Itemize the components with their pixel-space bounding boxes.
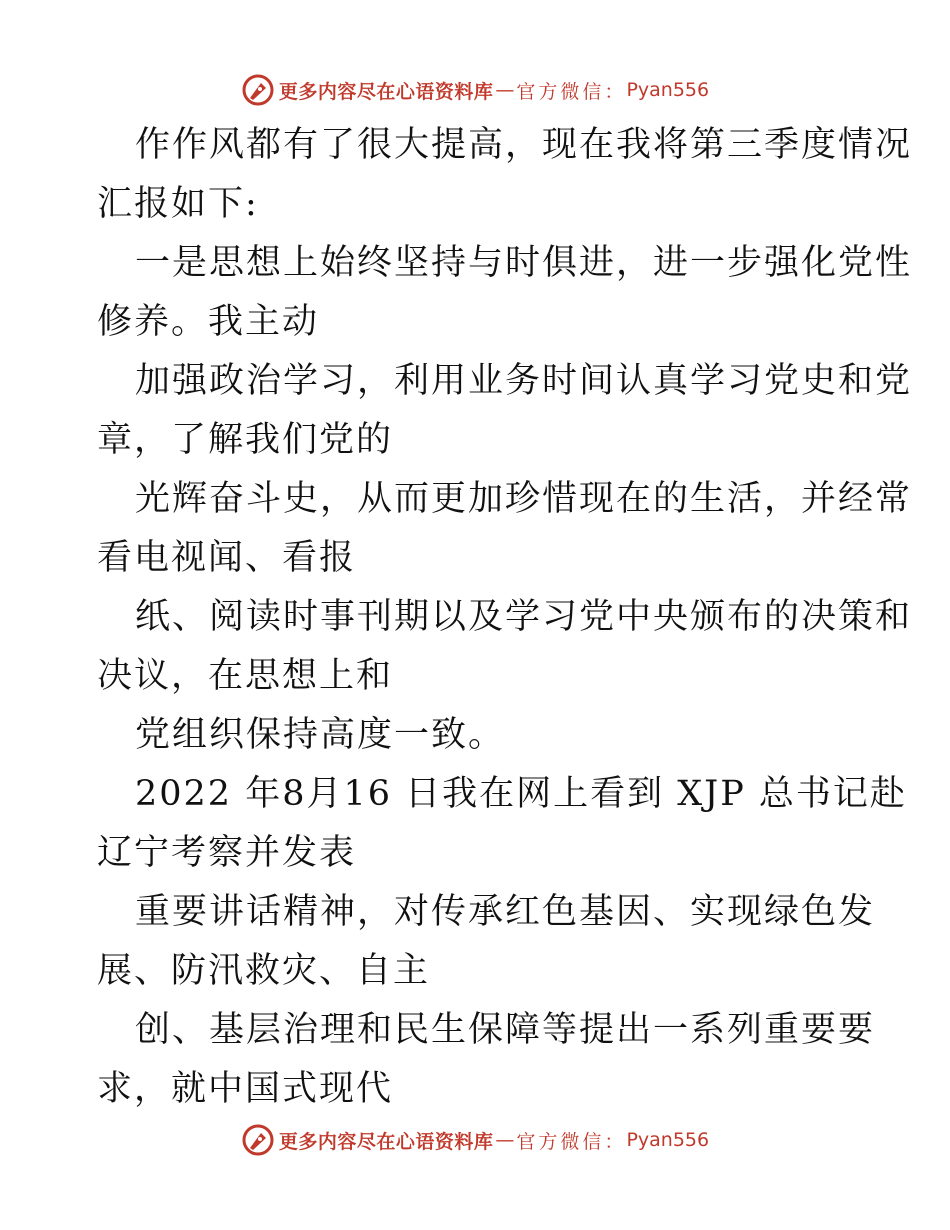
footer-separator: — — [495, 1129, 515, 1151]
body-line: 修养。我主动 — [97, 302, 320, 342]
footer-wechat-label: 官方微信： — [516, 1130, 627, 1153]
body-line: 决议，在思想上和 — [97, 656, 394, 696]
body-line: 光辉奋斗史，从而更加珍惜现在的生活，并经常 — [135, 479, 913, 519]
body-line: 辽宁考察并发表 — [97, 833, 357, 873]
body-line: 看电视闻、看报 — [97, 538, 357, 578]
footer-site-text: 更多内容尽在心语资料库 — [278, 1130, 494, 1153]
header-banner — [0, 70, 950, 110]
body-line: 加强政治学习，利用业务时间认真学习党史和党 — [135, 361, 913, 401]
footer-wechat-id: Pyan556 — [626, 1129, 710, 1151]
body-line: 创、基层治理和民生保障等提出一系列重要要 — [135, 1010, 876, 1050]
body-line: 一是思想上始终坚持与时俱进，进一步强化党性 — [135, 243, 913, 283]
header-wechat-id: Pyan556 — [626, 79, 710, 101]
body-line: 2022 年8月16 日我在网上看到 XJP 总书记赴 — [135, 774, 907, 814]
body-line: 求，就中国式现代 — [97, 1069, 394, 1109]
body-line: 作作风都有了很大提高，现在我将第三季度情况 — [135, 125, 913, 165]
body-line: 党组织保持高度一致。 — [135, 715, 506, 755]
document-body — [97, 116, 913, 1119]
body-line: 纸、阅读时事刊期以及学习党中央颁布的决策和 — [135, 597, 913, 637]
pen-nib-logo-icon — [241, 73, 275, 107]
header-site-text: 更多内容尽在心语资料库 — [278, 80, 494, 103]
footer-banner — [0, 1120, 950, 1160]
body-line: 章，了解我们党的 — [97, 420, 394, 460]
header-wechat-label: 官方微信： — [516, 80, 627, 103]
body-line: 重要讲话精神，对传承红色基因、实现绿色发 — [135, 892, 876, 932]
pen-nib-logo-icon — [241, 1123, 275, 1157]
body-line: 展、防汛救灾、自主 — [97, 951, 431, 991]
body-line: 汇报如下: — [97, 184, 259, 224]
header-separator: — — [495, 79, 515, 101]
